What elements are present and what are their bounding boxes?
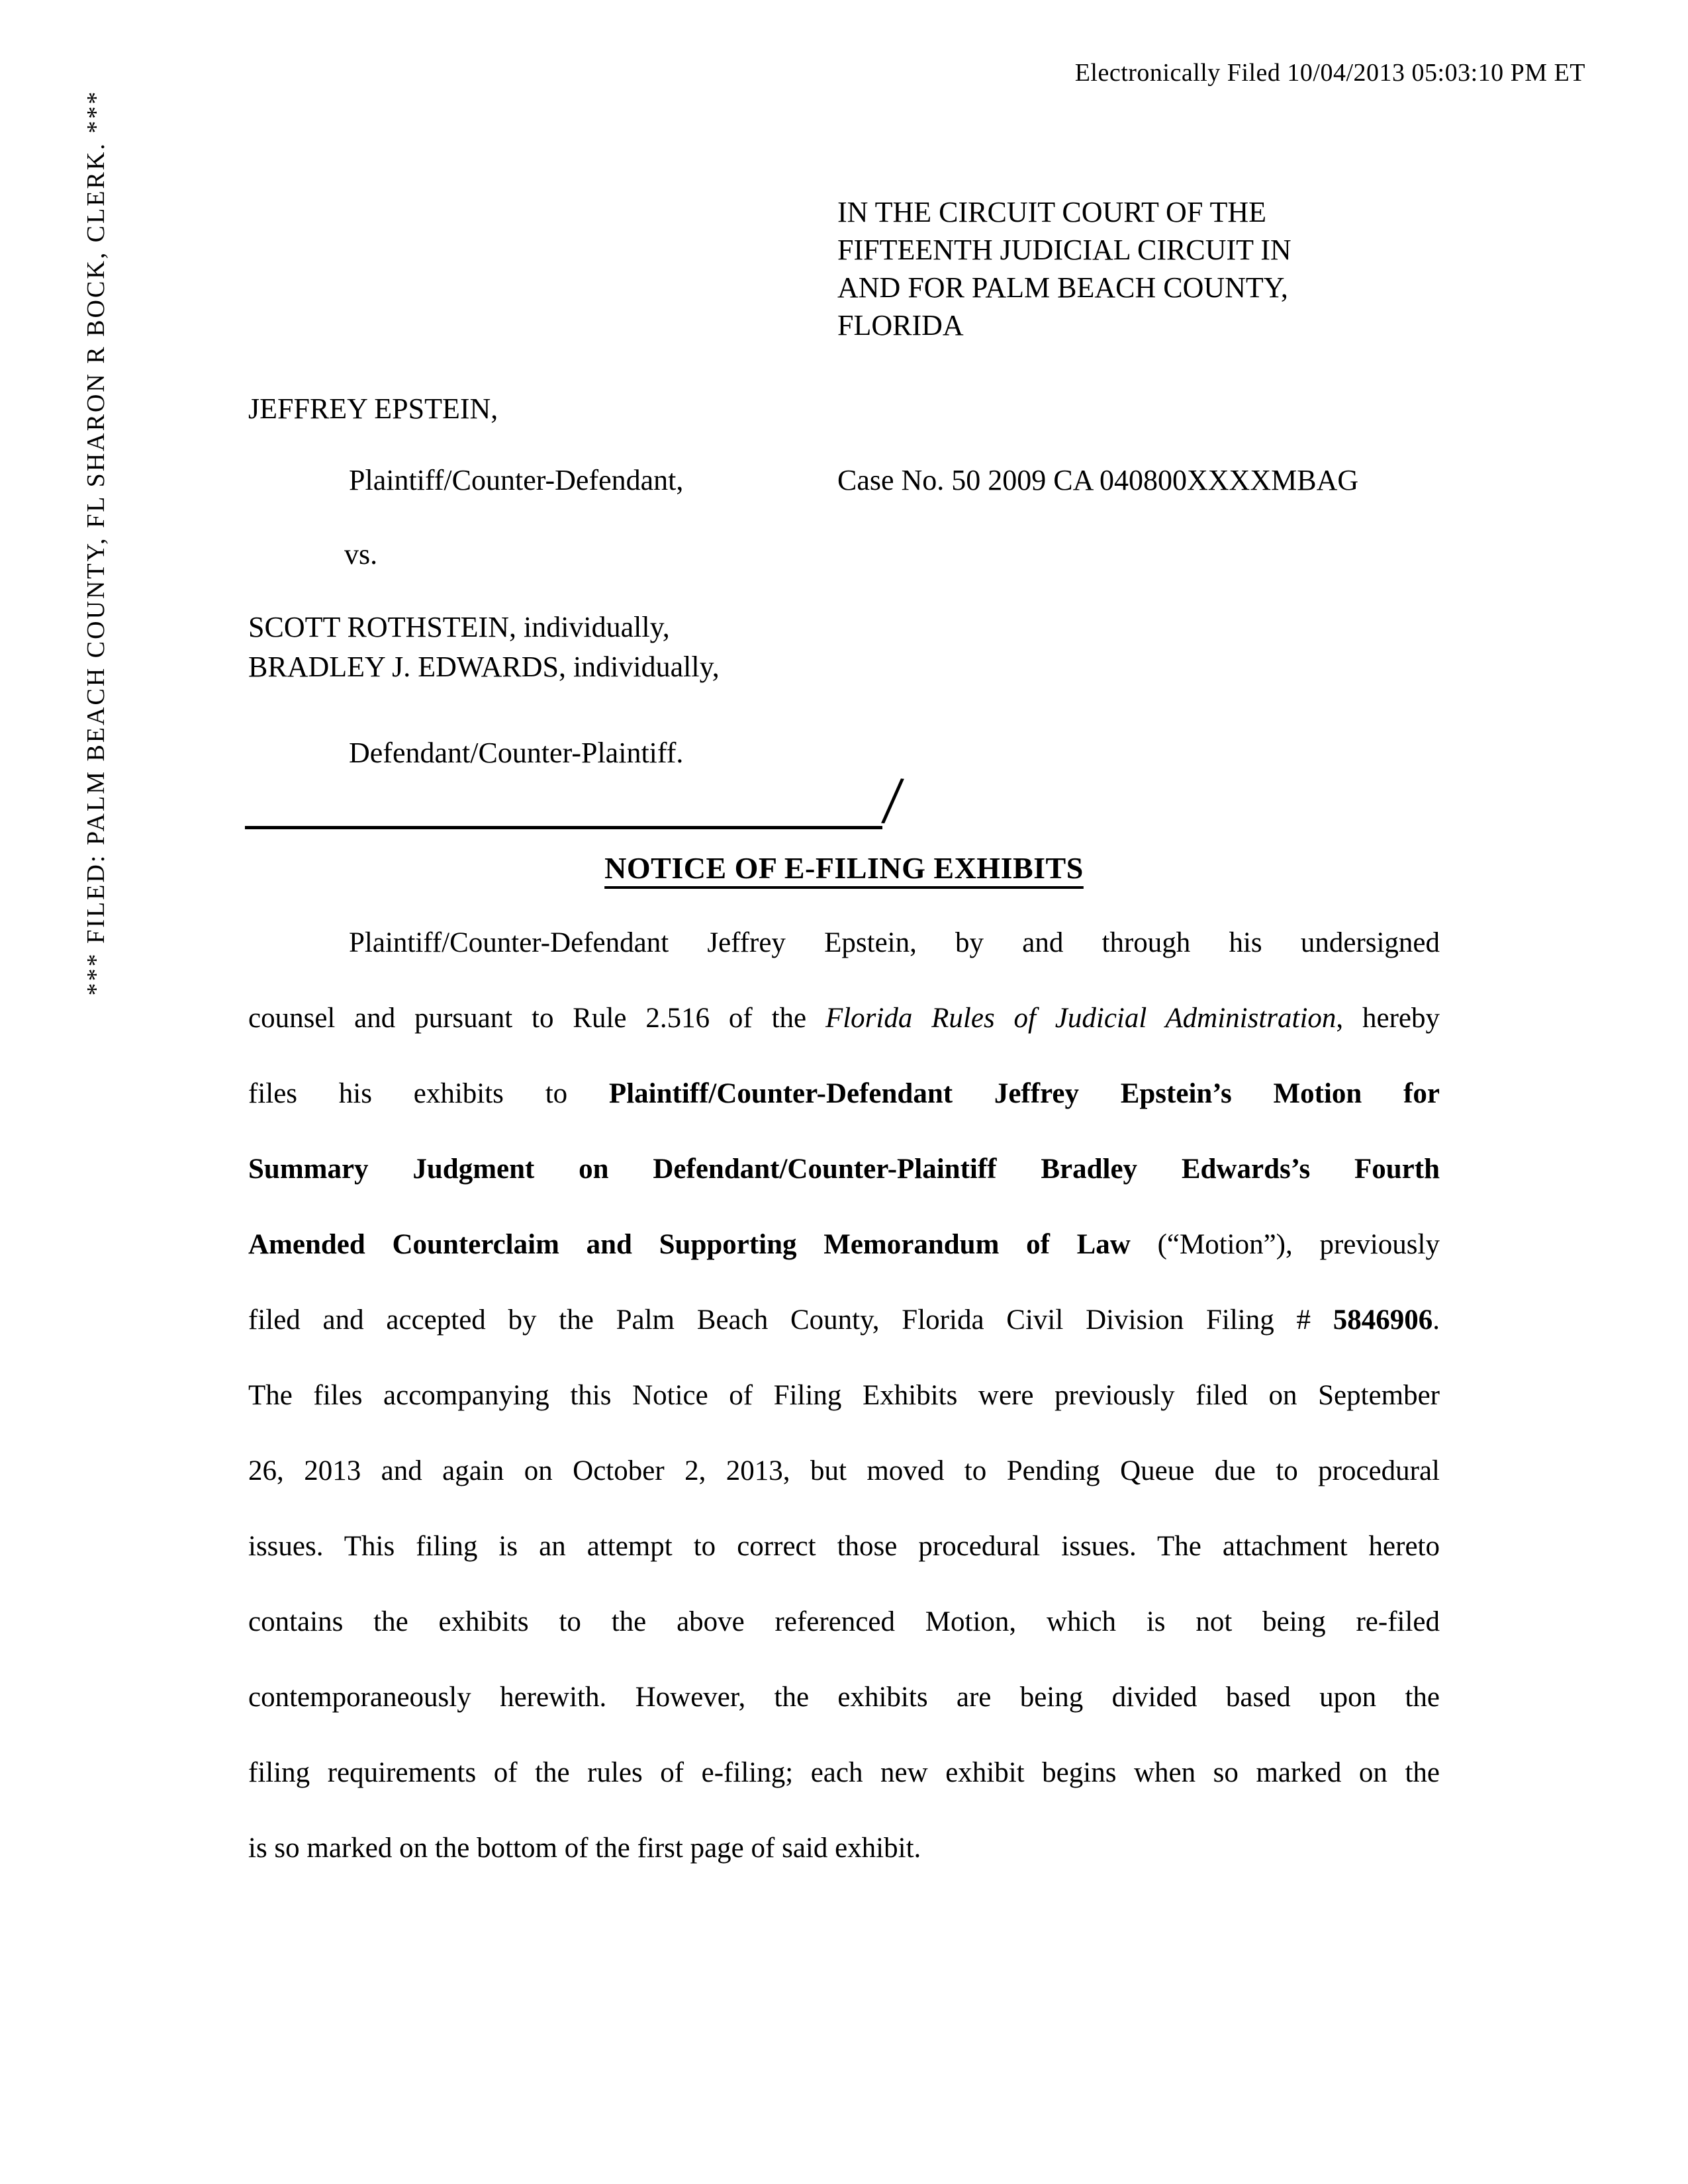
paragraph-line [248,1509,1440,1584]
text-segment: filed and accepted by the Palm Beach County, Florida Civil Division Filing # [248,1304,1333,1336]
text-segment: counsel and pursuant to Rule 2.516 of the [248,1003,825,1034]
paragraph-line [248,1811,1440,1886]
text-segment-bold: 5846906 [1333,1304,1433,1336]
paragraph-line [248,1283,1440,1358]
text-segment: contemporaneously herewith. However, the exhibits are being divided based upon the [248,1682,1440,1713]
clerk-filed-stamp-text: *** FILED: PALM BEACH COUNTY, FL SHARON R BOCK, CLERK. *** [82,89,110,996]
caption-divider-line [245,760,906,840]
text-segment: (“Motion”), previously [1130,1229,1440,1260]
text-segment-bold: Amended Counterclaim and Supporting Memorandum of Law [248,1229,1131,1260]
document-title [248,850,1440,886]
text-segment: Plaintiff/Counter-Defendant Jeffrey Epstein, by and through his undersigned [349,927,1440,958]
text-segment-italic: Florida Rules of Judicial Administration [825,1003,1336,1034]
defendant-role: Defendant/Counter-Plaintiff. [349,737,684,769]
body-paragraph [248,905,1440,1886]
text-segment-bold: Plaintiff/Counter-Defendant Jeffrey Epstein’s Motion for [608,1078,1440,1109]
text-segment: , hereby [1336,1003,1440,1034]
text-segment: 26, 2013 and again on October 2, 2013, but moved to Pending Queue due to procedural [248,1455,1440,1486]
paragraph-line [248,1433,1440,1509]
defendant-name-1: SCOTT ROTHSTEIN, individually, [248,611,670,643]
caption-divider-slash: / [880,761,906,840]
paragraph-line [248,1660,1440,1735]
text-segment: files his exhibits to [248,1078,609,1109]
paragraph-line [248,905,1440,981]
paragraph-line [248,1584,1440,1660]
court-header-line4: FLORIDA [837,309,964,341]
paragraph-line [248,981,1440,1056]
case-number: Case No. 50 2009 CA 040800XXXXMBAG [837,464,1359,496]
court-header-line2: FIFTEENTH JUDICIAL CIRCUIT IN [837,234,1291,266]
plaintiff-role: Plaintiff/Counter-Defendant, [349,464,684,496]
text-segment-bold: Summary Judgment on Defendant/Counter-Plaintiff Bradley Edwards’s Fourth [248,1154,1440,1185]
court-header-line3: AND FOR PALM BEACH COUNTY, [837,271,1288,304]
versus-label: vs. [344,538,378,570]
paragraph-line [248,1056,1440,1132]
plaintiff-name: JEFFREY EPSTEIN, [248,392,498,425]
text-segment: filing requirements of the rules of e-filing; each new exhibit begins when so marked on the [248,1757,1440,1788]
paragraph-line [248,1358,1440,1433]
text-segment: issues. This filing is an attempt to correct those procedural issues. The attachment hereto [248,1531,1440,1562]
text-segment: The files accompanying this Notice of Filing Exhibits were previously filed on September [248,1380,1440,1411]
paragraph-line [248,1735,1440,1811]
defendant-name-2: BRADLEY J. EDWARDS, individually, [248,651,720,683]
text-segment: contains the exhibits to the above referenced Motion, which is not being re-filed [248,1606,1440,1637]
court-header [837,193,1291,344]
text-segment: is so marked on the bottom of the first page of said exhibit. [248,1833,921,1864]
court-header-line1: IN THE CIRCUIT COURT OF THE [837,196,1267,228]
document-title-text: NOTICE OF E-FILING EXHIBITS [604,851,1084,885]
paragraph-line [248,1132,1440,1207]
paragraph-line [248,1207,1440,1283]
text-segment: . [1432,1304,1440,1336]
efiling-timestamp: Electronically Filed 10/04/2013 05:03:10 PM ET [1074,59,1585,87]
